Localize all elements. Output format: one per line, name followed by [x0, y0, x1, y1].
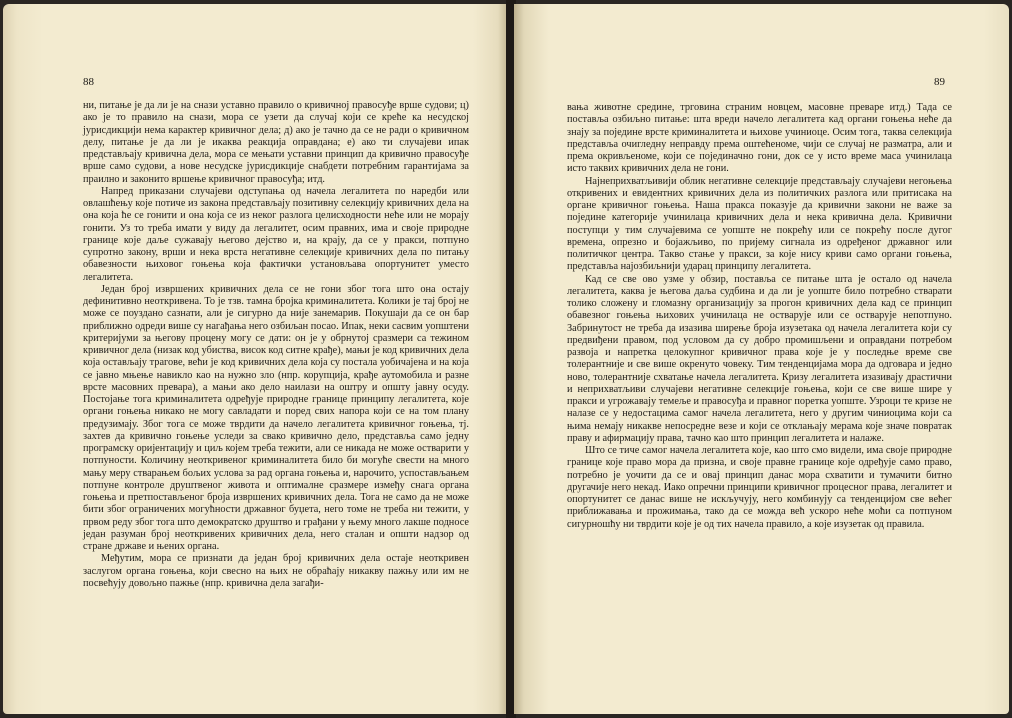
page-number-right: 89: [934, 76, 945, 88]
paragraph: Један број извршених кривичних дела се не гони због тога што она остају дефинитивно неоткривена. То је тзв. тамна бројка криминалитета. Колики је тај број не може се поуздано сазнати, али је сигурно да није занемарив. Покушаји да се он бар приближно одреди више су нагађања него озбиљан посао. Ипак, неки сасвим уопштени критеријуми за његову процену могу се дати: он је у обрнутој сразмери са тежином кривичног дела (низак код убиства, висок код ситне крађе), мањи је код кривичних дела која остављају трагове, већи је код кривичних дела која су постала уобичајена и на која се јавно мњење навикло као на нужно зло (нпр. корупција, крађе аутомобила и разне врсте масовних превара), а мањи ако дело наилази на оштру и општу јавну осуду. Постојање тога криминалитета одређује природне границе принципу легалитета, које органи гоњења никако не могу савладати и поред свих напора који се на том плану предузимају. Због тога се може тврдити да начело легалитета кривичног гоњења, тј. захтев да кривично гоњење уследи за свако кривично дело, представља само једну програмску оријентацију и циљ којем треба тежити, али се никада не може остварити у потпуности. Количину неоткривеног криминалитета било би могуће свести на много мању меру стварањем бољих услова за рад органа гоњења и, нарочито, успостављањем потпуне контроле друштвеног живота и оптималне сразмере између снага органа гоњења и претпостављеног броја извршених кривичних дела. Тога не само да не може бити због ограничених могућности државног буџета, него томе не треба ни тежити, у првом реду због тога што демократско друштво и грађани у њему много лакше подносе један разуман број неоткривених кривичних дела, него сталан и општи надзор од стране државе и њених органа.: [83, 283, 469, 552]
paragraph: Најнеприхватљивији облик негативне селекције представљају случајеви негоњења откривених и евидентних кривичних дела из политичких разлога или притисака на органе кривичног гоњења. Наша пракса показује да кривични закони не важе за поједине категорије учинилаца кривичних дела и нека кривична дела. Кривични поступци у тим случајевима се уопште не покрећу или се покрећу после дугог времена, опрезно и бојажљиво, по пријему сигнала из одређеног државног или политичког центра. Такво стање у пракси, за које нису криви само органи гоњења, представља најозбиљнији ударац принципу легалитета.: [567, 175, 952, 273]
left-page: [3, 4, 508, 714]
right-page: [514, 4, 1009, 714]
left-page-text: [83, 100, 469, 590]
paragraph: Напред приказани случајеви одступања од начела легалитета по наредби или овлашћењу које потиче из закона представљају позитивну селекцију кривичних дела на она која ће се гонити и она која се из неког разлога целисходности неће или не морају гонити. Уз то треба имати у виду да легалитет, осим правних, има и своје природне границе које даље сужавају његово дејство и, на крају, да се у пракси, потпуно супротно закону, врши и нека врста негативне селекције кривичних дела по питању обавезности њиховог гоњења која фактички установљава опортунитет уместо легалитета.: [83, 185, 469, 283]
paragraph: вања животне средине, трговина страним новцем, масовне преваре итд.) Тада се поставља озбиљно питање: шта вреди начело легалитета кад органи гоњења неће да знају за поједине врсте криминалитета и њихове учиниоце. Осим тога, таква селекција представља очигледну неправду према оштећеноме, чији се случај не разматра, али и према окривљеноме, који се појединачно гони, док се у исто време маса учинилаца исто таквих кривичних дела не гони.: [567, 102, 952, 175]
paragraph: Кад се све ово узме у обзир, поставља се питање шта је остало од начела легалитета, каква је његова даља судбина и да ли је уопште било потребно стварати толико сложену и гломазну организацију за прогон кривичних дела кад се принцип обавезног гоњења њихових учинилаца не остварује или се остварује непотпуно. Забринутост не треба да изазива ширење броја изузетака од начела легалитета који су предвиђени правом, под условом да су добро промишљени и оправдани потребом развоја и напретка целокупног кривичног права које је у последње време све толерантније и све више окренуто човеку. Тим тенденцијама мора да одговара и једно ново, толерантније схватање начела легалитета. Кризу легалитета изазивају драстични и неприхватљиви случајеви негативне селекције гоњења, који се све више шире у пракси и угрожавају темеље и правосуђа и правног поретка уопште. Узроци те кризе не налазе се у недостацима самог начела легалитета, него у другим чиниоцима који са њима немају никакве непосредне везе и који се отклањају мерама које значе повратак праву и афирмацију права, тачно као што принцип легалитета и налаже.: [567, 273, 952, 444]
right-page-text: [567, 102, 952, 531]
paragraph: ни, питање је да ли је на снази уставно правило о кривичној правосуђе врше судови; ц) ако је то правило на снази, мора се узети да случај који се креће ка несудској јурисдикцији нема карактер кривичног дела; д) ако је тачно да се не ради о кривичном делу, питање је да ли је икаква реакција оправдана; е) ако ти случајеви ипак представљају кривична дела, мора се мењати уставни принцип да кривично правосуђе врше само судови, а нове несудске јурисдикције снабдети потребним гарантијама за праилно и законито вршење кривичног правосуђа; итд.: [83, 100, 469, 185]
paragraph: Што се тиче самог начела легалитета које, као што смо видели, има своје природне границе које право мора да призна, и своје правне границе које одређује само право, потребно је уочити да се и овај принцип данас мора схватити и тумачити битно другачије него некад. Иако опречни принципи кривичног процесног права, легалитет и опортунитет се данас више не искључују, него комбинују са тенденцијом све већег приближавања и прожимања, тако да се можда већ ускоро неће моћи са потпуном сигурношћу ни тврдити које је од тих начела правило, а које изузетак од правила.: [567, 445, 952, 530]
page-number-left: 88: [83, 76, 94, 88]
paragraph: Међутим, мора се признати да један број кривичних дела остаје неоткривен заслугом органа гоњења, који свесно на њих не обраћају никакву пажњу или им не посвећују довољно пажње (нпр. кривична дела загађи-: [83, 553, 469, 589]
